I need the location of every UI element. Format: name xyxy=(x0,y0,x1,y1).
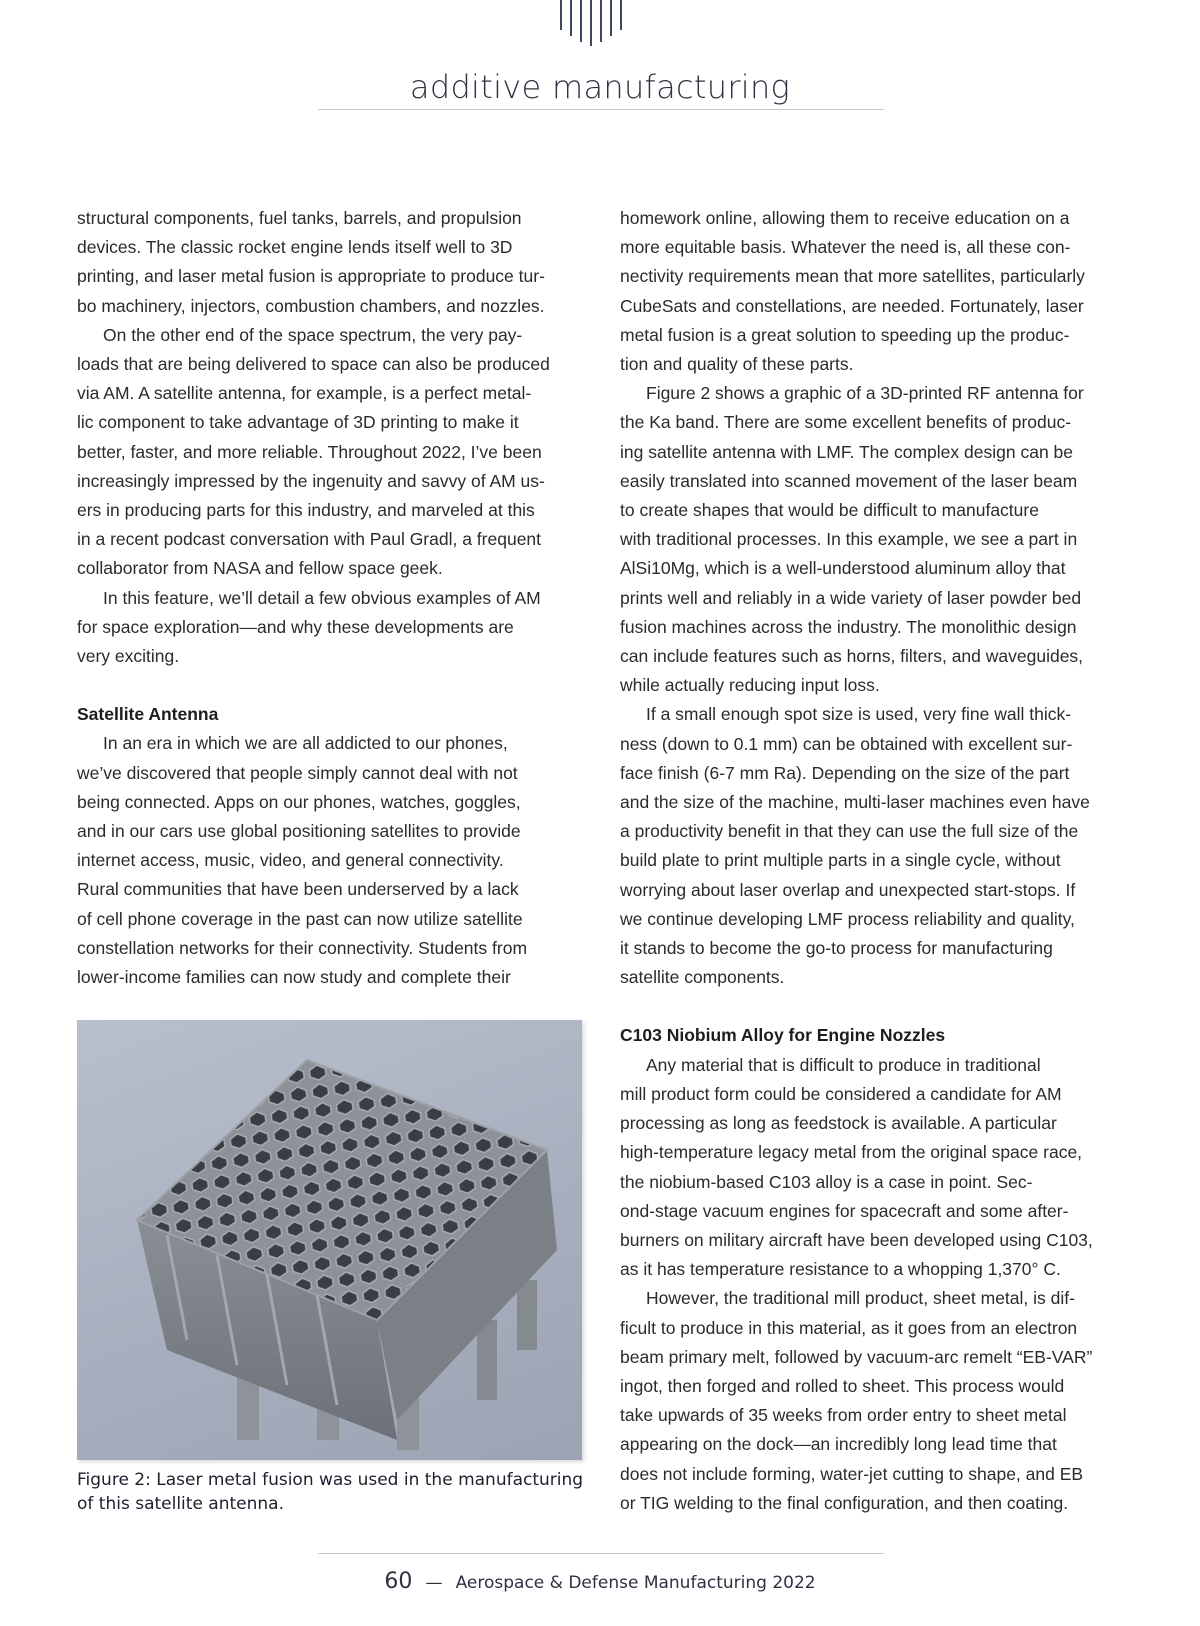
body-line: processing as long as feedstock is available. A particular xyxy=(620,1113,1057,1134)
body-line: to create shapes that would be difficult to manufacture xyxy=(620,500,1039,521)
body-line: face finish (6-7 mm Ra). Depending on the size of the part xyxy=(620,762,1070,783)
section-heading-c103-niobium: C103 Niobium Alloy for Engine Nozzles xyxy=(620,1025,946,1046)
body-line: with traditional processes. In this example, we see a part in xyxy=(620,529,1078,550)
body-line: On the other end of the space spectrum, the very pay- xyxy=(103,324,523,345)
body-line: can include features such as horns, filters, and waveguides, xyxy=(620,646,1084,667)
body-line: we continue developing LMF process reliability and quality, xyxy=(620,908,1075,929)
body-line: ingot, then forged and rolled to sheet. This process would xyxy=(620,1375,1065,1396)
body-line: constellation networks for their connectivity. Students from xyxy=(77,937,528,958)
footer-rule xyxy=(318,1553,884,1554)
body-line: increasingly impressed by the ingenuity and savvy of AM us- xyxy=(77,470,545,491)
body-line: nectivity requirements mean that more satellites, particularly xyxy=(620,266,1085,287)
body-line: satellite components. xyxy=(620,967,785,988)
body-line: ness (down to 0.1 mm) can be obtained with excellent sur- xyxy=(620,733,1073,754)
header-rule xyxy=(318,109,884,110)
body-line: In this feature, we’ll detail a few obvious examples of AM xyxy=(103,587,541,608)
body-line: ficult to produce in this material, as it goes from an electron xyxy=(620,1317,1078,1338)
body-line: appearing on the dock—an incredibly long lead time that xyxy=(620,1434,1057,1455)
body-line: worrying about laser overlap and unexpected start-stops. If xyxy=(620,879,1076,900)
caption-line: of this satellite antenna. xyxy=(77,1494,284,1514)
body-line: metal fusion is a great solution to speeding up the produc- xyxy=(620,324,1070,345)
figure-caption xyxy=(77,1468,597,1516)
body-line: Any material that is difficult to produce in traditional xyxy=(646,1054,1041,1075)
body-line: the Ka band. There are some excellent benefits of produc- xyxy=(620,412,1072,433)
body-line: beam primary melt, followed by vacuum-arc remelt “EB-VAR” xyxy=(620,1346,1093,1367)
body-line: better, faster, and more reliable. Throughout 2022, I’ve been xyxy=(77,441,542,462)
body-line: easily translated into scanned movement of the laser beam xyxy=(620,470,1078,491)
body-line: ing satellite antenna with LMF. The complex design can be xyxy=(620,441,1074,462)
footer-separator: — xyxy=(425,1573,443,1593)
body-line: for space exploration—and why these developments are xyxy=(77,616,514,637)
body-line: very exciting. xyxy=(77,646,180,667)
body-line: In an era in which we are all addicted to our phones, xyxy=(103,733,508,754)
body-line: devices. The classic rocket engine lends itself well to 3D xyxy=(77,237,513,258)
satellite-antenna-photo xyxy=(77,1020,582,1460)
body-line: in a recent podcast conversation with Paul Gradl, a frequent xyxy=(77,529,542,550)
body-line: and in our cars use global positioning satellites to provide xyxy=(77,821,521,842)
body-line: CubeSats and constellations, are needed. Fortunately, laser xyxy=(620,295,1084,316)
body-line: high-temperature legacy metal from the original space race, xyxy=(620,1142,1083,1163)
body-line: Figure 2 shows a graphic of a 3D-printed RF antenna for xyxy=(646,383,1084,404)
body-line: ers in producing parts for this industry, and marveled at this xyxy=(77,500,535,521)
body-line: of cell phone coverage in the past can now utilize satellite xyxy=(77,908,523,929)
body-line: AlSi10Mg, which is a well-understood aluminum alloy that xyxy=(620,558,1066,579)
publication-name: Aerospace & Defense Manufacturing 2022 xyxy=(455,1573,816,1593)
section-title: additive manufacturing xyxy=(409,68,791,106)
page-footer xyxy=(0,1569,1200,1594)
page-number: 60 xyxy=(384,1569,413,1594)
body-line: and the size of the machine, multi-laser machines even have xyxy=(620,792,1090,813)
left-column xyxy=(77,204,587,992)
body-line: mill product form could be considered a candidate for AM xyxy=(620,1083,1062,1104)
body-line: However, the traditional mill product, sheet metal, is dif- xyxy=(646,1288,1075,1309)
body-line: lic component to take advantage of 3D printing to make it xyxy=(77,412,519,433)
body-line: we’ve discovered that people simply cannot deal with not xyxy=(77,762,518,783)
body-line: more equitable basis. Whatever the need is, all these con- xyxy=(620,237,1071,258)
body-line: collaborator from NASA and fellow space geek. xyxy=(77,558,443,579)
body-line: as it has temperature resistance to a whopping 1,370° C. xyxy=(620,1259,1061,1280)
caption-line: Figure 2: Laser metal fusion was used in the manufacturing xyxy=(77,1470,584,1490)
body-line: take upwards of 35 weeks from order entry to sheet metal xyxy=(620,1405,1067,1426)
body-line: If a small enough spot size is used, very fine wall thick- xyxy=(646,704,1072,725)
body-line: prints well and reliably in a wide variety of laser powder bed xyxy=(620,587,1082,608)
body-line: ond-stage vacuum engines for spacecraft and some after- xyxy=(620,1200,1069,1221)
section-heading-satellite-antenna: Satellite Antenna xyxy=(77,704,219,725)
body-line: internet access, music, video, and general connectivity. xyxy=(77,850,504,871)
body-line: being connected. Apps on our phones, watches, goggles, xyxy=(77,791,521,812)
body-line: fusion machines across the industry. The monolithic design xyxy=(620,616,1077,637)
header-decoration-lines xyxy=(557,0,647,48)
body-line: burners on military aircraft have been developed using C103, xyxy=(620,1229,1093,1250)
body-line: or TIG welding to the final configuration, and then coating. xyxy=(620,1492,1069,1513)
body-line: homework online, allowing them to receive education on a xyxy=(620,208,1070,228)
body-line: via AM. A satellite antenna, for example, is a perfect metal- xyxy=(77,383,532,404)
right-column xyxy=(620,204,1130,1518)
body-line: while actually reducing input loss. xyxy=(620,675,880,696)
body-line: bo machinery, injectors, combustion chambers, and nozzles. xyxy=(77,295,545,316)
body-line: does not include forming, water-jet cutting to shape, and EB xyxy=(620,1463,1084,1484)
body-line: lower-income families can now study and complete their xyxy=(77,967,511,988)
body-line: a productivity benefit in that they can use the full size of the xyxy=(620,821,1079,842)
body-line: printing, and laser metal fusion is appropriate to produce tur- xyxy=(77,266,545,287)
body-line: the niobium-based C103 alloy is a case in point. Sec- xyxy=(620,1171,1033,1192)
body-line: structural components, fuel tanks, barrels, and propulsion xyxy=(77,208,522,228)
body-line: Rural communities that have been underserved by a lack xyxy=(77,879,519,900)
body-line: it stands to become the go-to process for manufacturing xyxy=(620,938,1053,959)
body-line: build plate to print multiple parts in a single cycle, without xyxy=(620,850,1061,871)
body-line: tion and quality of these parts. xyxy=(620,354,854,375)
body-line: loads that are being delivered to space can also be produced xyxy=(77,354,550,375)
